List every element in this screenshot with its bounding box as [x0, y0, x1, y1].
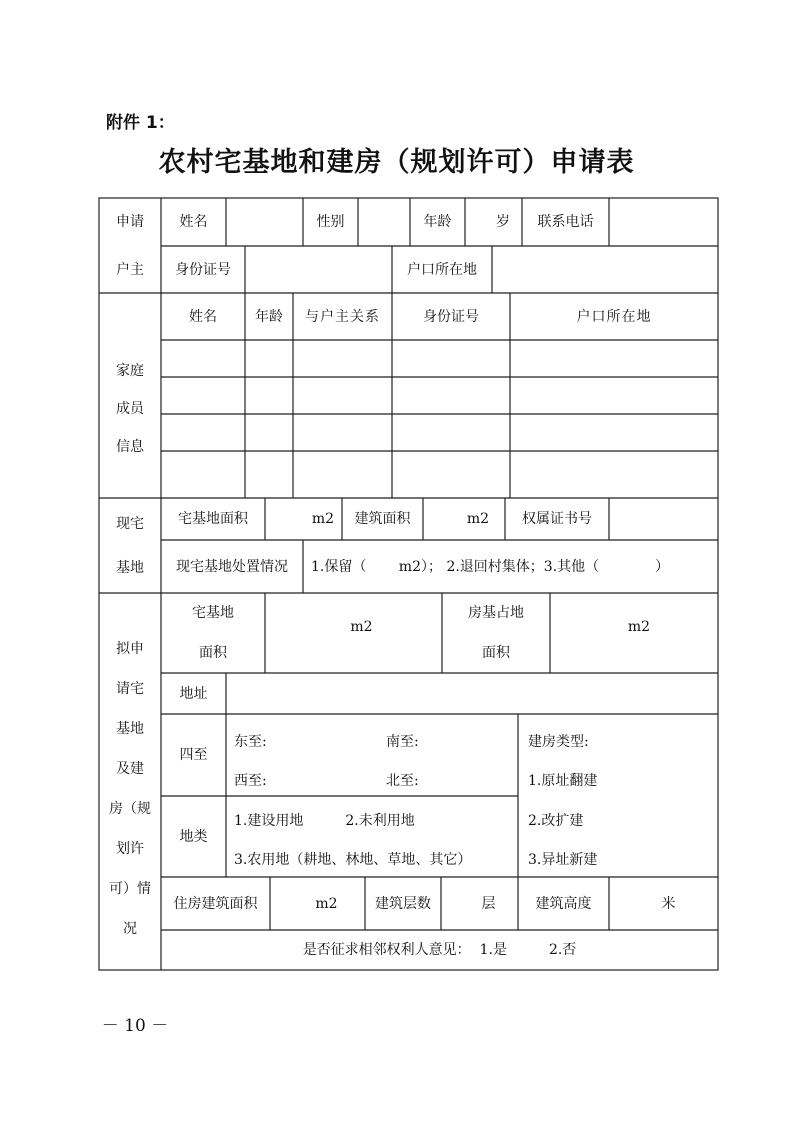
land-type-options[interactable]: 1.建设用地 2.未利用地 — [234, 813, 415, 829]
family-col-name: 姓名 — [189, 308, 217, 325]
label-address: 地址 — [179, 685, 208, 702]
boundary-west[interactable]: 西至: — [234, 773, 267, 789]
page-number: － 10 － — [101, 1016, 169, 1036]
label-name: 姓名 — [179, 214, 208, 230]
input-gender[interactable] — [358, 198, 410, 246]
section-applicant — [99, 198, 161, 293]
input-current-building-area[interactable] — [423, 498, 505, 540]
section-proposed — [99, 593, 161, 970]
section-current-line: 现宅 — [116, 515, 144, 532]
input-age[interactable] — [465, 198, 522, 246]
input-current-site-area[interactable] — [265, 498, 342, 540]
section-current — [99, 498, 161, 593]
section-proposed-line: 拟申 — [116, 640, 144, 657]
section-current-line: 基地 — [116, 559, 144, 576]
input-floor-area[interactable] — [270, 877, 365, 930]
label-age: 年龄 — [423, 214, 452, 230]
section-applicant-line: 申请 — [116, 213, 144, 230]
label-residence: 户口所在地 — [407, 261, 477, 278]
neighbor-opinion[interactable]: 是否征求相邻权利人意见： 1.是 2.否 — [302, 942, 577, 958]
unit-m2: m2 — [350, 619, 373, 635]
section-applicant-line: 户主 — [116, 261, 144, 278]
height-unit: 米 — [661, 895, 676, 912]
section-family-line: 成员 — [116, 400, 144, 417]
input-name[interactable] — [226, 198, 303, 246]
label-boundaries: 四至 — [179, 747, 208, 763]
section-proposed-line: 划许 — [116, 840, 144, 857]
boundary-north[interactable]: 北至: — [386, 773, 419, 789]
label-land-class: 地类 — [179, 828, 208, 845]
label-height: 建筑高度 — [535, 895, 592, 912]
input-phone[interactable] — [609, 198, 718, 246]
label-line: 宅基地 — [192, 605, 234, 621]
label-line: 面积 — [482, 645, 510, 661]
family-col-residence: 户口所在地 — [576, 308, 652, 325]
label-gender: 性别 — [316, 214, 345, 230]
label-floor-area: 住房建筑面积 — [173, 895, 258, 912]
build-type-option[interactable]: 2.改扩建 — [528, 813, 584, 829]
label-proposed-site-area — [161, 593, 265, 673]
section-family-line: 信息 — [116, 438, 144, 455]
build-type-option[interactable]: 1.原址翻建 — [528, 773, 598, 789]
form-title: 农村宅基地和建房（规划许可）申请表 — [158, 147, 635, 178]
attachment-label: 附件 1： — [106, 113, 175, 133]
input-address[interactable] — [226, 673, 718, 714]
input-storeys[interactable] — [441, 877, 518, 930]
input-residence[interactable] — [492, 246, 718, 293]
section-family — [99, 293, 161, 498]
unit-m2: m2 — [311, 511, 334, 527]
family-col-relation: 与户主关系 — [305, 308, 380, 325]
label-disposal: 现宅基地处置情况 — [176, 558, 288, 575]
unit-m2: m2 — [466, 511, 489, 527]
label-current-site-area: 宅基地面积 — [178, 511, 248, 527]
section-proposed-line: 请宅 — [116, 680, 144, 697]
label-current-building-area: 建筑面积 — [354, 511, 411, 527]
section-proposed-line: 基地 — [116, 720, 144, 737]
input-id-number[interactable] — [245, 246, 392, 293]
input-height[interactable] — [609, 877, 718, 930]
label-storeys: 建筑层数 — [375, 895, 431, 912]
label-line: 房基占地 — [468, 605, 524, 621]
section-proposed-line: 及建 — [116, 760, 144, 777]
input-cert-no[interactable] — [609, 498, 718, 540]
input-footprint-area[interactable] — [550, 593, 718, 673]
section-proposed-line: 况 — [123, 920, 137, 937]
unit-m2: m2 — [315, 895, 338, 912]
boundary-south[interactable]: 南至: — [386, 734, 419, 750]
section-proposed-line: 房（规 — [109, 800, 151, 817]
label-line: 面积 — [199, 645, 227, 661]
label-cert-no: 权属证书号 — [522, 511, 592, 527]
age-unit: 岁 — [496, 214, 510, 230]
family-col-age: 年龄 — [255, 308, 283, 325]
land-type-options[interactable]: 3.农用地（耕地、林地、草地、其它） — [234, 852, 472, 868]
family-col-id: 身份证号 — [423, 308, 479, 325]
build-type-option[interactable]: 3.异址新建 — [528, 852, 598, 868]
label-footprint-area — [442, 593, 550, 673]
section-proposed-line: 可）情 — [109, 880, 151, 897]
label-phone: 联系电话 — [537, 214, 594, 230]
section-family-line: 家庭 — [116, 362, 144, 379]
disposal-options[interactable]: 1.保留（ m2）； 2.退回村集体；3.其他（ ） — [311, 558, 670, 575]
storey-unit: 层 — [481, 895, 496, 912]
unit-m2: m2 — [627, 619, 651, 635]
label-id-number: 身份证号 — [175, 261, 231, 278]
label-build-type: 建房类型: — [528, 734, 589, 750]
boundary-east[interactable]: 东至: — [234, 734, 267, 750]
input-proposed-site-area[interactable] — [265, 593, 442, 673]
